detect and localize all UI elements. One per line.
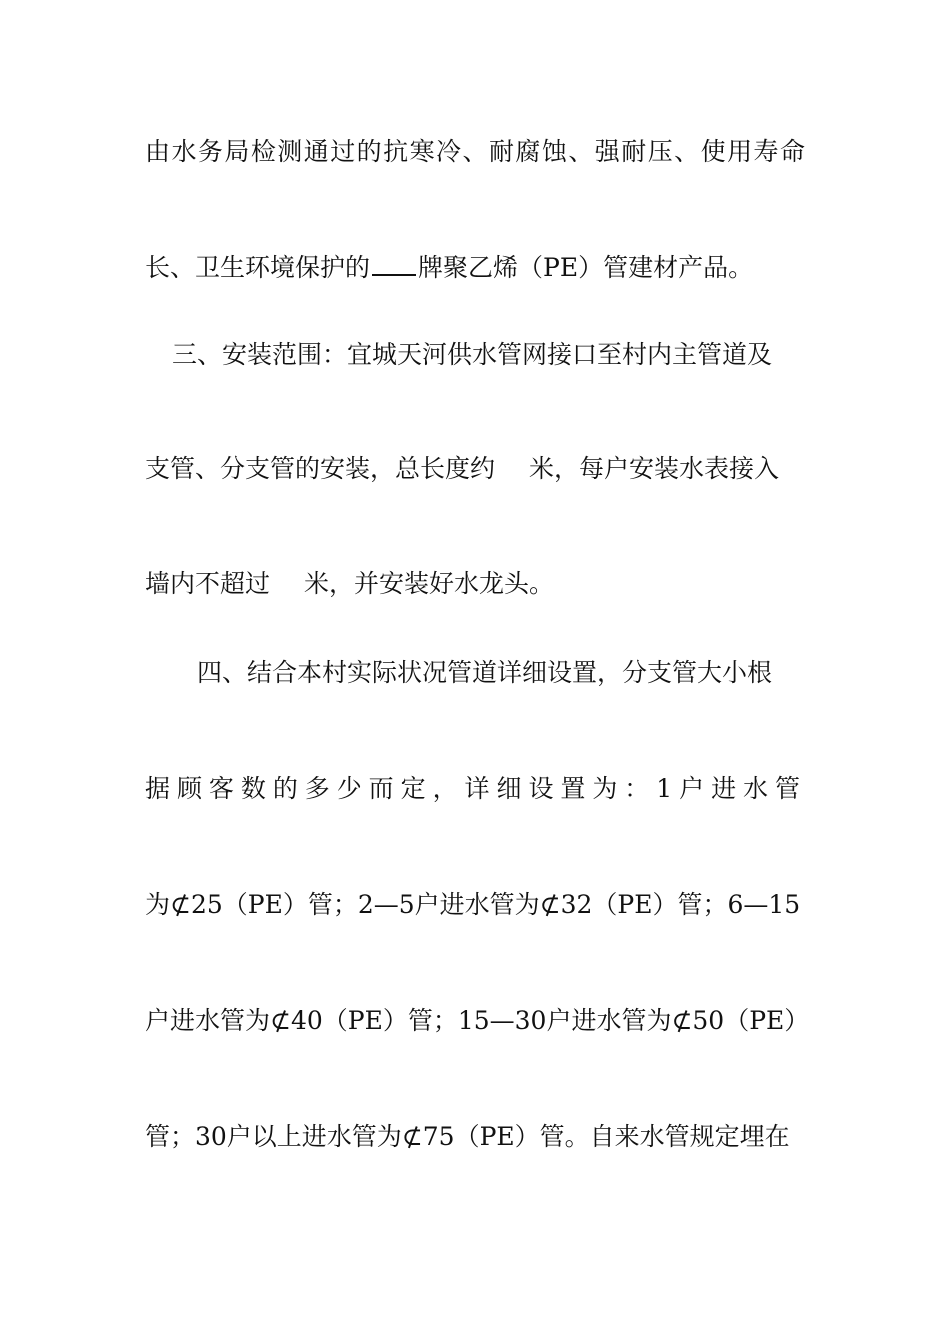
line-5-text-b: 米，并安装好水龙头。 (304, 569, 555, 598)
text-line-2 (145, 250, 805, 285)
line-7-text: 据顾客数的多少而定，详细设置为：1户进水管 (145, 774, 805, 803)
line-4-text-a: 支管、分支管的安装，总长度约 (145, 454, 496, 483)
line-6-text: 四、结合本村实际状况管道详细设置，分支管大小根 (197, 658, 773, 687)
line-9-text: 户进水管为⊄40（PE）管；15—30户进水管为⊄50（PE） (145, 1006, 810, 1035)
line-8-text: 为⊄25（PE）管；2—5户进水管为⊄32（PE）管；6—15 (145, 890, 801, 919)
text-line-3 (172, 338, 805, 372)
brand-blank (372, 250, 416, 276)
text-line-5 (145, 567, 805, 601)
line-3-text: 三、安装范围：宜城天河供水管网接口至村内主管道及 (172, 340, 773, 369)
line-5-text-a: 墙内不超过 (145, 569, 271, 598)
line-2-text-a: 长、卫生环境保护的 (145, 253, 371, 282)
text-line-1 (145, 135, 805, 169)
text-line-10 (145, 1120, 805, 1154)
line-2-text-b: 牌聚乙烯（PE）管建材产品。 (418, 253, 754, 282)
text-line-9 (145, 1004, 810, 1038)
line-1-text: 由水务局检测通过的抗寒冷、耐腐蚀、强耐压、使用寿命 (145, 137, 805, 166)
text-line-8 (145, 888, 805, 922)
text-line-4 (145, 452, 805, 486)
line-4-text-b: 米，每户安装水表接入 (529, 454, 780, 483)
line-10-text: 管；30户以上进水管为⊄75（PE）管。自来水管规定埋在 (145, 1122, 790, 1151)
text-line-7 (145, 772, 805, 806)
text-line-6 (197, 656, 805, 690)
